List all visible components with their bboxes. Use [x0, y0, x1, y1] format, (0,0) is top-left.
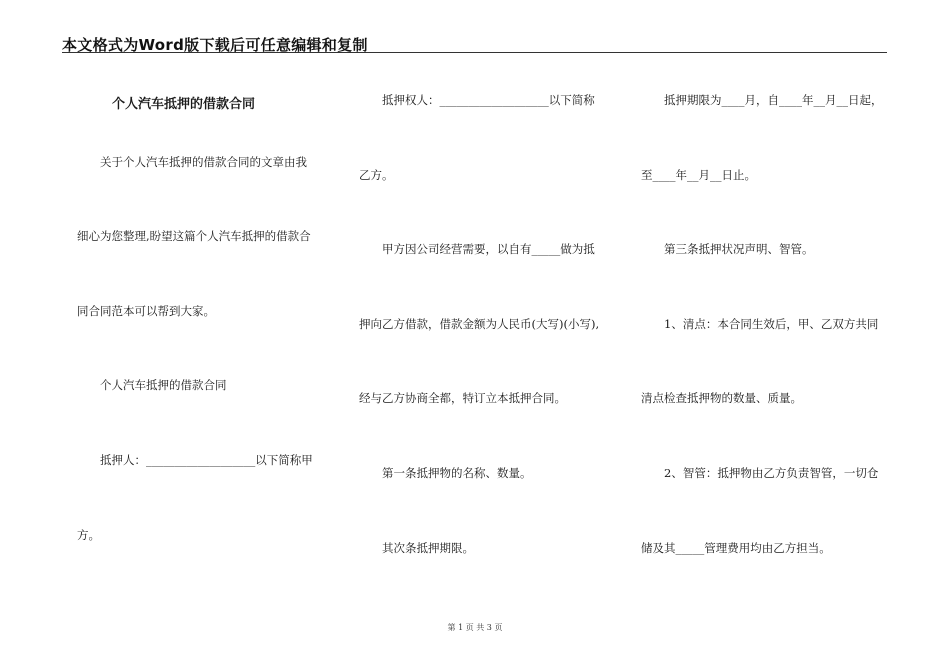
- middle-line-7: 其次条抵押期限。: [382, 541, 474, 555]
- right-line-7: 储及其_____管理费用均由乙方担当。: [641, 541, 831, 555]
- middle-line-1: 抵押权人：___________________以下简称: [382, 93, 595, 107]
- left-line-5: 抵押人：___________________以下简称甲: [100, 453, 313, 467]
- document-header: 本文格式为Word版下载后可任意编辑和复制: [62, 36, 368, 54]
- middle-line-2: 乙方。: [359, 168, 394, 182]
- middle-line-3: 甲方因公司经营需要，以自有_____做为抵: [382, 242, 595, 256]
- middle-line-4: 押向乙方借款，借款金额为人民币(大写)(小写),: [359, 317, 600, 331]
- left-line-1: 关于个人汽车抵押的借款合同的文章由我: [100, 155, 307, 169]
- page-number: 第 1 页 共 3 页: [447, 623, 503, 632]
- right-line-2: 至____年__月__日止。: [641, 168, 756, 182]
- document-title: 个人汽车抵押的借款合同: [112, 97, 256, 112]
- right-line-1: 抵押期限为____月，自____年__月__日起，: [664, 93, 883, 107]
- right-line-4: 1、清点：本合同生效后，甲、乙双方共同: [664, 317, 879, 331]
- right-line-3: 第三条抵押状况声明、智管。: [664, 242, 814, 256]
- left-line-4: 个人汽车抵押的借款合同: [100, 378, 227, 392]
- middle-line-6: 第一条抵押物的名称、数量。: [382, 466, 532, 480]
- left-line-3: 同合同范本可以帮到大家。: [77, 304, 215, 318]
- header-divider: [62, 52, 887, 53]
- left-line-2: 细心为您整理,盼望这篇个人汽车抵押的借款合: [77, 229, 311, 243]
- right-line-6: 2、智管：抵押物由乙方负责智管，一切仓: [664, 466, 879, 480]
- right-line-5: 清点检查抵押物的数量、质量。: [641, 391, 802, 405]
- left-line-6: 方。: [77, 528, 100, 542]
- middle-line-5: 经与乙方协商全都，特订立本抵押合同。: [359, 391, 566, 405]
